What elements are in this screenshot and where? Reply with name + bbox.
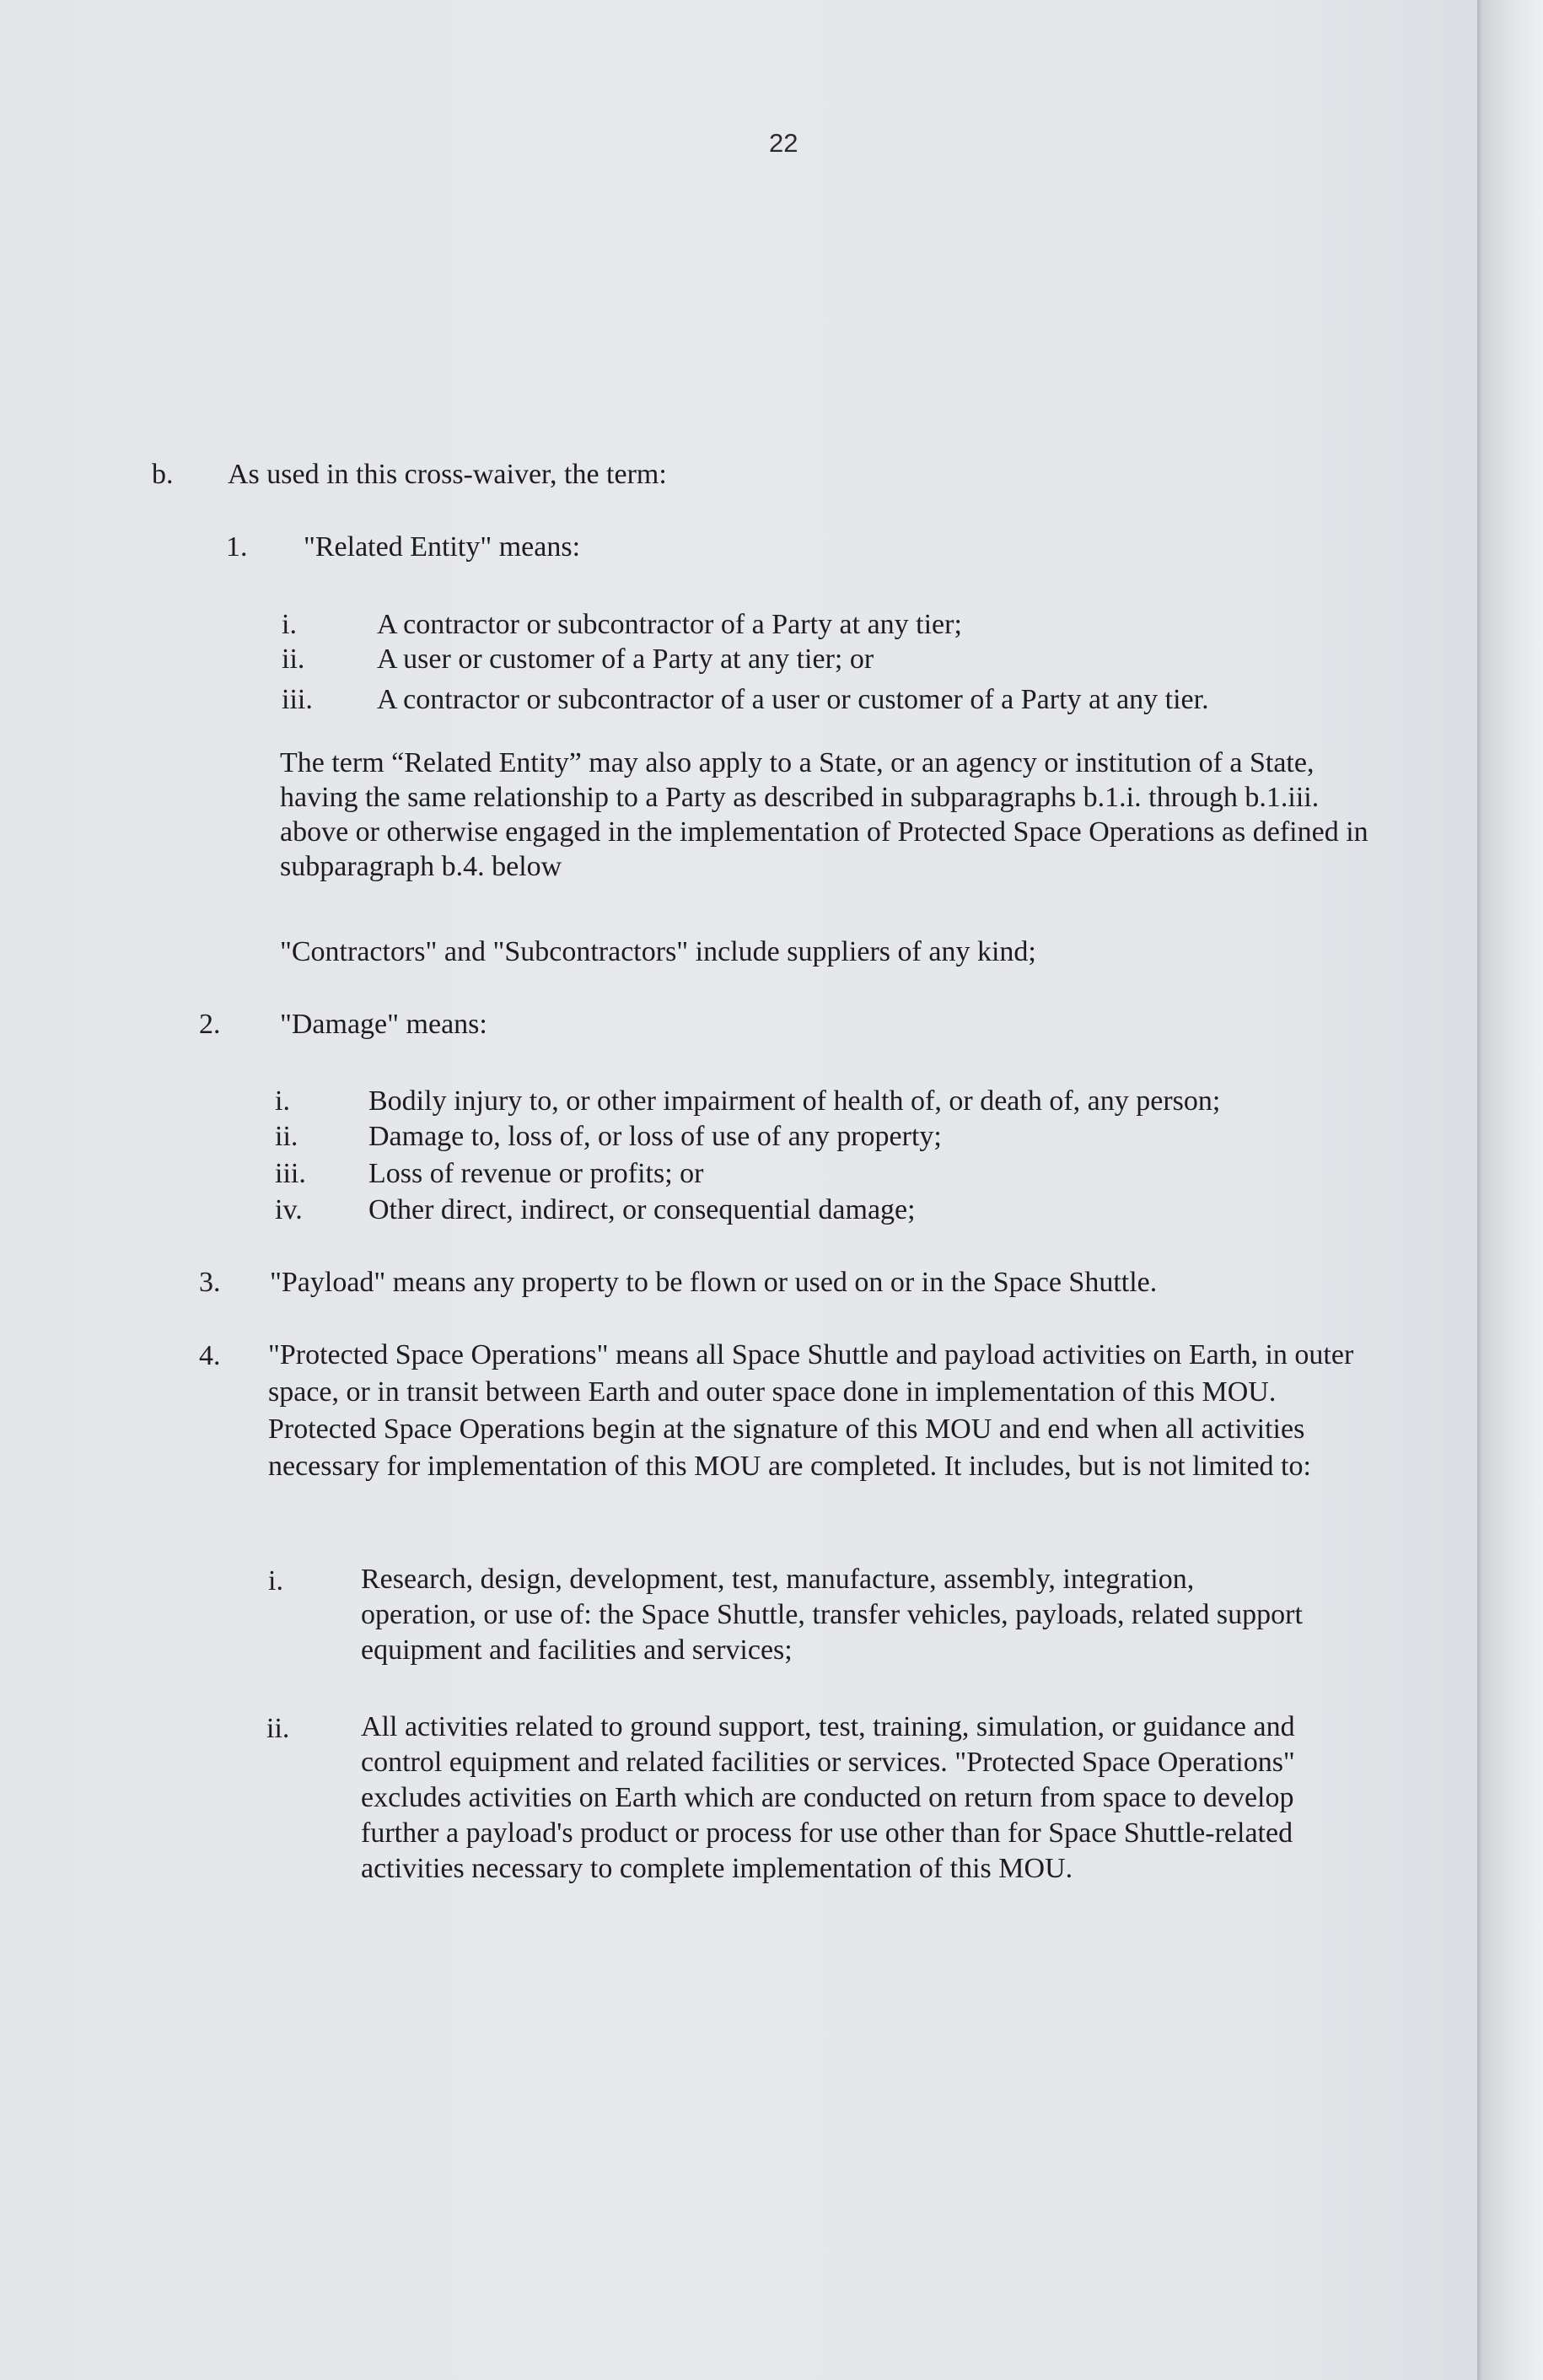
item-4-subitem-numeral: ii. [266, 1713, 290, 1744]
item-4-number: 4. [199, 1340, 221, 1371]
item-1-subitem-numeral: i. [282, 609, 297, 640]
item-1-heading: "Related Entity" means: [304, 531, 581, 563]
page-number: 22 [769, 128, 798, 158]
item-2-subitem-numeral: iv. [275, 1194, 303, 1225]
section-b-intro: As used in this cross-waiver, the term: [228, 459, 667, 490]
item-2-subitem-numeral: ii. [275, 1121, 298, 1152]
item-2-subitem-numeral: i. [275, 1085, 290, 1117]
item-1-subitem-numeral: iii. [282, 684, 313, 715]
item-3-number: 3. [199, 1267, 221, 1298]
item-1-number: 1. [226, 531, 248, 563]
item-4-subitem-text: All activities related to ground support, test, training, simulation, or guidance and control equipment and related facilities or services. "Protected Space Operations" excludes activities on Earth which are conducted on return from space to develop further a payload's product or process for use other than for Space Shuttle-related activities necessary to complete implementation of this MOU. [361, 1711, 1295, 1884]
item-2-heading: "Damage" means: [280, 1009, 487, 1040]
page-spine-edge [1477, 0, 1543, 2380]
item-2-subitem-text: Bodily injury to, or other impairment of health of, or death of, any person; [368, 1085, 1221, 1117]
item-2-subitem-numeral: iii. [275, 1158, 306, 1189]
item-2-number: 2. [199, 1009, 221, 1040]
related-entity-note: The term “Related Entity” may also apply to a State, or an agency or institution of a State, having the same relationship to a Party as described in subparagraphs b.1.i. through b.1.iii. above or otherwise engaged in the implementation of Protected Space Operations as defined in subparagraph b.4. below [280, 747, 1368, 882]
item-1-subitem-numeral: ii. [282, 643, 305, 675]
item-3-text: "Payload" means any property to be flown or used on or in the Space Shuttle. [270, 1267, 1158, 1298]
item-1-subitem-text: A user or customer of a Party at any tier; or [377, 643, 874, 675]
item-2-subitem-text: Other direct, indirect, or consequential damage; [368, 1194, 916, 1225]
section-b-marker: b. [152, 459, 174, 490]
item-2-subitem-text: Loss of revenue or profits; or [368, 1158, 704, 1189]
item-2-subitem-text: Damage to, loss of, or loss of use of any property; [368, 1121, 942, 1152]
contractors-note: "Contractors" and "Subcontractors" include suppliers of any kind; [280, 936, 1036, 967]
item-4-subitem-text: Research, design, development, test, manufacture, assembly, integration, operation, or use of: the Space Shuttle, transfer vehicles, payloads, related support equipment and facilities and services; [361, 1564, 1303, 1666]
item-1-subitem-text: A contractor or subcontractor of a user or customer of a Party at any tier. [377, 684, 1209, 715]
item-4-subitem-numeral: i. [268, 1565, 283, 1597]
item-1-subitem-text: A contractor or subcontractor of a Party at any tier; [377, 609, 962, 640]
item-4-text: "Protected Space Operations" means all Space Shuttle and payload activities on Earth, in outer space, or in transit between Earth and outer space done in implementation of this MOU. Protected Space Operations begin at the signature of this MOU and end when all activities necessary for implementation of this MOU are completed. It includes, but is not limited to: [268, 1339, 1354, 1482]
